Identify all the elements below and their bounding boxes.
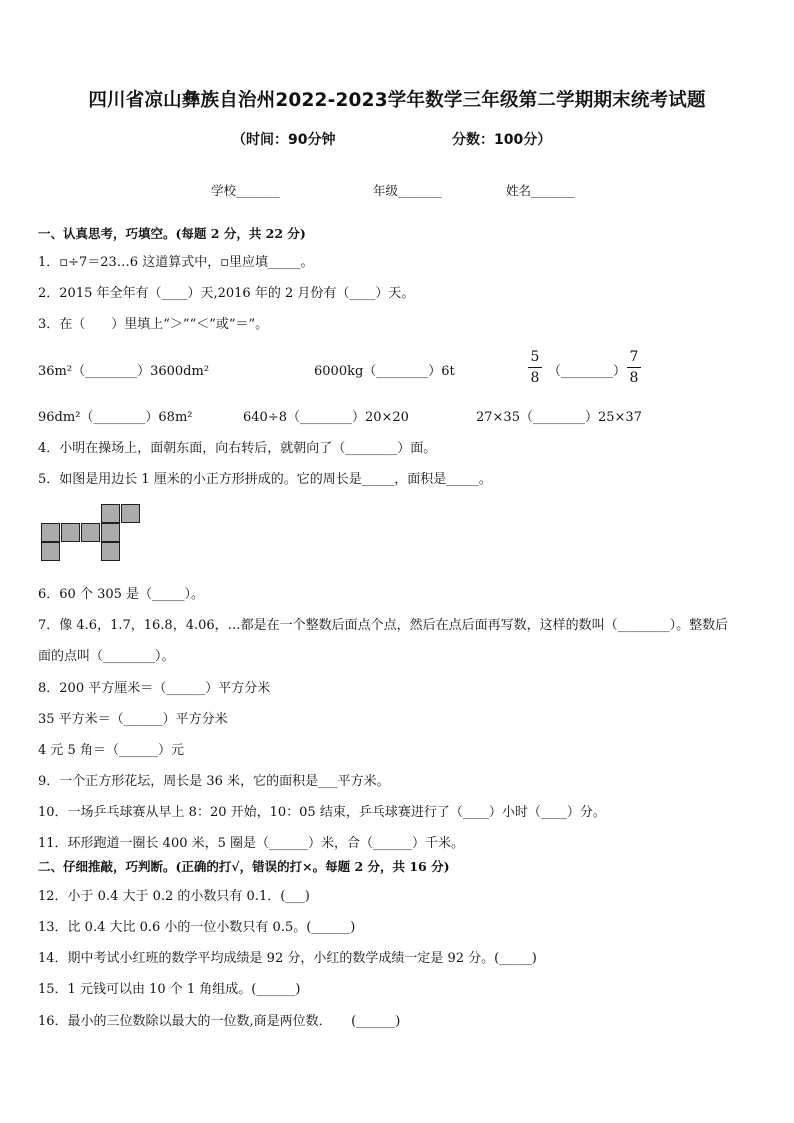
fraction-left-denominator: 8 bbox=[530, 370, 540, 386]
question-9: 9．一个正方形花坛，周长是 36 米，它的面积是___平方米。 bbox=[38, 774, 390, 789]
question-8a: 8．200 平方厘米＝（______）平方分米 bbox=[38, 681, 271, 696]
question-16: 16．最小的三位数除以最大的一位数,商是两位数． (______) bbox=[38, 1014, 401, 1029]
question-6: 6．60 个 305 是（_____）。 bbox=[38, 587, 205, 602]
tile bbox=[121, 504, 140, 523]
fraction-right-bar bbox=[627, 367, 641, 368]
question-14: 14．期中考试小红班的数学平均成绩是 92 分，小红的数学成绩一定是 92 分。(_____) bbox=[38, 951, 537, 966]
section-1-heading: 一、认真思考，巧填空。(每题 2 分，共 22 分) bbox=[38, 226, 306, 241]
question-1: 1．▫÷7＝23…6 这道算式中，▫里应填_____。 bbox=[38, 255, 314, 270]
time-label: （时间：90分钟 bbox=[232, 132, 336, 148]
fraction-left bbox=[528, 348, 542, 387]
question-3: 3．在（ ）里填上“＞”“＜”或“＝”。 bbox=[38, 317, 269, 332]
compare-4: 96dm²（________）68m² bbox=[38, 410, 193, 425]
question-5: 5．如图是用边长 1 厘米的小正方形拼成的。它的周长是_____，面积是_____。 bbox=[38, 472, 492, 487]
tile bbox=[61, 523, 80, 542]
fraction-left-numerator: 5 bbox=[530, 349, 540, 365]
grade-field: 年级_______ bbox=[373, 183, 442, 198]
fraction-right-denominator: 8 bbox=[629, 370, 639, 386]
question-8b: 35 平方米＝（______）平方分米 bbox=[38, 712, 228, 727]
name-field: 姓名_______ bbox=[506, 183, 575, 198]
tile bbox=[101, 523, 120, 542]
fraction-left-bar bbox=[528, 367, 542, 368]
tile bbox=[101, 504, 120, 523]
tile bbox=[41, 523, 60, 542]
question-13: 13．比 0.4 大比 0.6 小的一位小数只有 0.5。(______) bbox=[38, 920, 356, 935]
tile bbox=[81, 523, 100, 542]
question-12: 12．小于 0.4 大于 0.2 的小数只有 0.1．(___) bbox=[38, 889, 310, 904]
question-8c: 4 元 5 角＝（______）元 bbox=[38, 743, 184, 758]
question-4: 4．小明在操场上，面朝东面，向右转后，就朝向了（________）面。 bbox=[38, 441, 437, 456]
question-7-line-2: 面的点叫（________）。 bbox=[38, 649, 175, 664]
compare-2: 6000kg（________）6t bbox=[314, 364, 455, 379]
question-15: 15．1 元钱可以由 10 个 1 角组成。(______) bbox=[38, 982, 301, 997]
section-2-heading: 二、仔细推敲，巧判断。(正确的打√，错误的打×。每题 2 分，共 16 分) bbox=[38, 859, 450, 874]
compare-6: 27×35（________）25×37 bbox=[476, 410, 642, 425]
question-10: 10．一场乒乓球赛从早上 8：20 开始，10：05 结束，乒乓球赛进行了（____）小时（____）分。 bbox=[38, 805, 606, 820]
exam-title: 四川省凉山彝族自治州2022-2023学年数学三年级第二学期期末统考试题 bbox=[88, 90, 706, 111]
compare-1: 36m²（________）3600dm² bbox=[38, 364, 210, 379]
score-label: 分数：100分） bbox=[452, 132, 552, 148]
compare-5: 640÷8（________）20×20 bbox=[243, 410, 409, 425]
fraction-right bbox=[627, 348, 641, 387]
school-field: 学校_______ bbox=[211, 183, 280, 198]
tile bbox=[41, 542, 60, 561]
question-11: 11．环形跑道一圈长 400 米，5 圈是（______）米，合（______）千米。 bbox=[38, 836, 465, 851]
compare-3-blank: （________） bbox=[548, 364, 627, 379]
tile bbox=[101, 542, 120, 561]
question-7-line-1: 7．像 4.6，1.7，16.8，4.06，…都是在一个整数后面点个点，然后在点后面再写数，这样的数叫（________）。整数后 bbox=[38, 618, 729, 633]
fraction-right-numerator: 7 bbox=[629, 349, 639, 365]
question-2: 2．2015 年全年有（____）天,2016 年的 2 月份有（____）天。 bbox=[38, 286, 415, 301]
